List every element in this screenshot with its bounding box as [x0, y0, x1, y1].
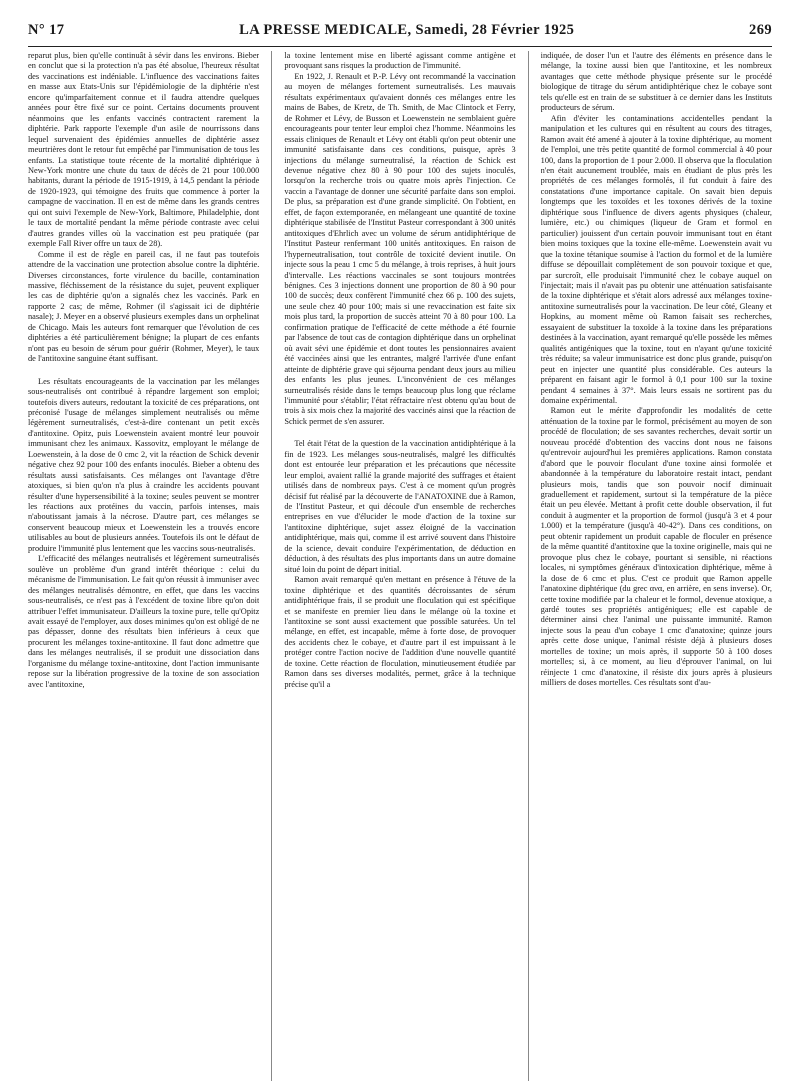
- text-column-2: [284, 51, 515, 1081]
- article-columns: [28, 51, 772, 1081]
- paragraph: Tel était l'état de la question de la vaccination antidiphtérique à la fin de 1923. Les mélanges sous-neutralisés, malgré les difficultés dont est entourée leur préparation et les précautions que nécessite leur emploi, avaient rallié la grande majorité des suffrages et étaient utilisés dans de nombreux pays. C'est à ce moment qu'un progrès décisif fut réalisé par la découverte de l'ANATOXINE due à Ramon, de l'Institut Pasteur, et qui découle d'un ensemble de recherches entreprises en vue d'élucider le mode d'action de la toxine sur l'antitoxine diphtérique, sujet assez éloigné de la vaccination antidiphtérique, mais qui, comme il est arrivé souvent dans l'histoire de la science, devait conduire l'expérimentation, de déduction en déduction, à des résultats des plus importants dans un autre domaine situé loin du point de départ initial.: [284, 439, 516, 574]
- text-column-3: [541, 51, 772, 1081]
- header-rule: [28, 46, 772, 47]
- paragraph: Les résultats encourageants de la vaccination par les mélanges sous-neutralisés ont contribué à répandre largement son emploi; toutefois divers auteurs, redoutant la toxicité de ces préparations, ont préconisé l'usage de mélanges simplement neutralisés ou même légèrement surneutralisés, c'est-à-dire contenant un petit excès d'antitoxine. Opitz, puis Loewenstein avaient montré leur pouvoir immunisant chez les animaux. Kassovitz, employant le mélange de Loewenstein, à la dose de 0 cmc 2, vit la réaction de Schick devenir négative chez 92 pour 100 des enfants inoculés. Bieber a obtenu des résultats aussi satisfaisants. Ces mélanges ont l'avantage d'être atoxiques, si bien qu'on n'a plus à craindre les accidents pouvant résulter d'une hypersensibilité à la toxine; seules peuvent se montrer les réactions aux protéines du vaccin, parfois intenses, mais n'aboutissant jamais à la nécrose. D'autre part, ces mélanges se conservent beaucoup mieux et Loewenstein les a trouvés encore utilisables au bout de plusieurs années. Toutefois ils ont le défaut de produire l'immunité plus lentement que les vaccins sous-neutralisés.: [28, 376, 260, 553]
- paragraph: reparut plus, bien qu'elle continuât à sévir dans les environs. Bieber en conclut que si la protection n'a pas été absolue, l'heureux résultat des vaccinations est indéniable. L'influence des vaccinations faites en masse aux Etats-Unis sur l'épidémiologie de la diphtérie n'est encore qu'imparfaitement connue et il faudra attendre quelques années pour être fixé sur ce point. Certains documents prouvent néanmoins que les enfants vaccinés contractent rarement la diphtérie. Park rapporte l'exemple d'un asile de nourrissons dans lequel survenaient des épidémies annuelles de diphtérie assez meurtrières dont le retour fut empêché par l'immunisation de tous les enfants. La statistique toute récente de la mortalité diphtérique à New-York montre une chute du taux de décès de 21 pour 100.000 habitants, durant la période de 1915-1919, à 14,5 pendant la période de 1920-1923, qui témoigne des fruits que commence à porter la campagne de vaccination. Il en est de même dans les grands centres qui ont suivi l'exemple de New-York, Baltimore, Philadelphie, dont le taux de mortalité pendant la même période contraste avec celui d'autres grandes villes où la vaccination est peu pratiquée (par exemple Fall River offre un taux de 28).: [28, 51, 260, 249]
- paragraph: En 1922, J. Renault et P.-P. Lévy ont recommandé la vaccination au moyen de mélanges fortement surneutralisés. Les mauvais résultats expérimentaux qu'avaient donnés ces mélanges entre les mains de Babes, de Kretz, de Th. Smith, de Mac Clintock et Ferry, de Rohmer et Lévy, de Busson et Loewenstein ne semblaient guère encourageants pour tenter leur emploi chez l'homme. Néanmoins les essais cliniques de Renault et Lévy ont établi qu'on peut obtenir une immunité satisfaisante dans ces conditions, puisque, après 3 injections du mélange surneutralisé, la réaction de Schick est devenue négative chez 80 à 90 pour 100 des sujets inoculés, lorsqu'on la recherche trois ou quatre mois après l'injection. Ce vaccin a l'avantage de donner une sécurité parfaite dans son emploi. De plus, sa préparation est d'une grande simplicité. On l'obtient, en effet, de façon extemporanée, en mélangeant une quantité de toxine diphtérique stabilisée de l'Institut Pasteur correspondant à 300 unités antitoxiques d'Ehrlich avec un volume de sérum antidiphtérique de l'Institut Pasteur renfermant 100 unités antitoxiques. En raison de l'hyperneutralisation, tout contrôle de toxicité devient inutile. On injecte sous la peau 1 cmc 5 du mélange, à trois reprises, à huit jours d'intervalle. Les réactions vaccinales se sont toujours montrées bénignes. Ces 3 injections donnent une proportion de 80 à 90 pour 100 de succès; deux confèrent l'immunité chez 66 p. 100 des sujets, une seule chez 40 pour 100; mais si une revaccination est faite six mois plus tard, la proportion de succès atteint 70 à 80 pour 100. La confirmation pratique de l'efficacité de cette méthode a été fournie par l'absence de tout cas de contagion diphtérique dans un orphelinat où avait sévi une épidémie et dont toutes les pensionnaires avaient été vaccinées ainsi que les entrantes, malgré l'arrivée d'une enfant atteinte de diphtérie grave qui séjourna pendant deux jours au milieu des enfants les plus jeunes. L'inconvénient de ces mélanges surneutralisés réside dans le temps beaucoup plus long que réclame l'immunité pour s'établir; l'état réfractaire n'est obtenu qu'au bout de trois à six mois chez la majorité des vaccinés ainsi que la réaction de Schick permet de s'en assurer.: [284, 71, 516, 426]
- paragraph: indiquée, de doser l'un et l'autre des éléments en présence dans le mélange, la toxine aussi bien que l'antitoxine, et les nombreux avantages que cette méthode physique présente sur le procédé biologique de titrage du sérum antidiphtérique chez le cobaye sont tels qu'elle est en train de se substituer à ce dernier dans les Instituts producteurs de sérum.: [540, 51, 772, 113]
- journal-title: LA PRESSE MEDICALE, Samedi, 28 Février 1925: [239, 22, 575, 38]
- paragraph: la toxine lentement mise en liberté agissant comme antigène et provoquant sans risques la production de l'immunité.: [284, 51, 516, 71]
- text-column-1: [28, 51, 259, 1081]
- column-divider: [528, 51, 529, 1081]
- paragraph: Afin d'éviter les contaminations accidentelles pendant la manipulation et les cultures qui en résultent au cours des titrages, Ramon avait été amené à ajouter à la toxine diphtérique, au moment de l'emploi, une très petite quantité de formol commercial à 40 pour 100, dans la proportion de 1 pour 2.000. Il observa que la floculation n'en était aucunement troublée, mais en étudiant de plus près les propriétés de ces mélanges formolés, il fut conduit à faire des constatations d'une importance capitale. On savait bien depuis longtemps que les toxoïdes et les toxones dérivés de la toxine diphtérique sous l'influence de divers agents physiques (chaleur, lumière, etc.) ou chimiques (liqueur de Gram et formol en particulier) jouissent d'un certain pouvoir immunisant tout en étant bien moins toxiques que la toxine elle-même. Loewenstein avait vu que la toxine tétanique soumise à l'action du formol et de la lumière diffuse se dépouillait complètement de son pouvoir toxique et que, par surcroît, elle produisait l'immunité chez le cobaye auquel on l'injectait; mais il n'avait pas pu obtenir une atténuation satisfaisante de la toxine diphtérique et s'était alors adressé aux mélanges toxine-antitoxine surneutralisés pour la vaccination. De leur côté, Gleany et Hopkins, au moment même où Ramon faisait ses recherches, essayaient de substituer la toxoïde à la toxine dans les préparations destinées à la vaccination, ayant remarqué qu'elle possède les mêmes qualités antigéniques que la toxine, tout en n'ayant qu'une toxicité très réduite; sa valeur immunisatrice est donc plus grande, puisqu'on peut en injecter une quantité plus considérable. Ces auteurs la préparent en faisant agir le formol à 0,1 pour 100 sur la toxine pendant 4 semaines à 37°. Mais leurs essais ne sortirent pas du domaine expérimental.: [540, 113, 772, 405]
- page-header: [28, 22, 772, 44]
- page-number: 269: [749, 22, 772, 38]
- issue-number: N° 17: [28, 22, 65, 38]
- paragraph: L'efficacité des mélanges neutralisés et légèrement surneutralisés soulève un problème d'un grand intérêt théorique : celui du mécanisme de l'immunisation. Le fait qu'on réussit à immuniser avec des mélanges neutralisés démontre, en effet, que dans les vaccins sous-neutralisés, ce n'est pas à l'excédent de toxine libre qu'on doit attribuer l'effet immunisateur. D'ailleurs la toxine pure, telle qu'Opitz avait essayé de l'employer, aux doses minimes qu'on est obligé de ne pas dépasser, donne des résultats bien inférieurs à ceux que procurent les mélanges toxine-antitoxine. Il faut donc admettre que dans les mélanges neutralisés, il se produit une dissociation dans l'organisme du mélange toxine-antitoxine, dont l'action immunisante repose sur la libération progressive de la toxine de son association avec l'antitoxine,: [28, 554, 260, 689]
- paragraph: Ramon eut le mérite d'approfondir les modalités de cette atténuation de la toxine par le formol, précisément au moyen de son procédé de floculation; de ses savantes recherches, devait sortir un nouveau procédé d'obtention des vaccins dont nous ne faisons qu'entrevoir aujourd'hui les premières applications. Ramon constata d'abord que le pouvoir floculant d'une toxine ainsi formolée et abandonnée à la température du laboratoire restait intact, pendant plusieurs mois, tandis que son pouvoir nocif diminuait graduellement et rapidement, surtout si la température de la pièce était un peu élevée. Mettant à profit cette double observation, il fut conduit à augmenter et la proportion de formol (jusqu'à 3 et 4 pour 1.000) et la température (jusqu'à 40-42°). Dans ces conditions, on peut obtenir rapidement un produit capable de floculer en présence de la même quantité d'antitoxine que la toxine originelle, mais qui ne provoque plus chez le cobaye, pourtant si sensible, ni réactions locales, ni symptômes généraux d'intoxication diphtérique, même à la dose de 6 cmc et plus. C'est ce produit que Ramon appelle l'anatoxine diphtérique (du grec ανα, en arrière, en sens inverse). Or, cette toxine modifiée par la chaleur et le formol, devenue atoxique, a gardé toutes ses propriétés antigéniques; elle est capable de déterminer ainsi chez l'animal une puissante immunité. Ramon injecte sous la peau d'un cobaye 1 cmc d'anatoxine; quinze jours après cette dose unique, l'animal résiste déjà à plusieurs doses mortelles de toxine; un mois après, il supporte 50 à 100 doses mortelles; si, à ce moment, au lieu d'éprouver l'animal, on lui réinjecte 1 cmc d'anatoxine, il résiste dix jours après à plusieurs milliers de doses mortelles. Ces résultats sont d'au-: [540, 406, 772, 688]
- paragraph: Comme il est de règle en pareil cas, il ne faut pas toutefois attendre de la vaccination une protection absolue contre la diphtérie. Diverses circonstances, forte virulence du bacille, contamination massive, fléchissement de la résistance du sujet, peuvent expliquer les cas de diphtérie qu'on a signalés chez les vaccinés. Park en rapporte 2 cas; de même, Rohmer (il s'agissait ici de diphtérie nasale); J. Meyer en a observé plusieurs exemples dans un orphelinat de Chicago. Mais les auteurs font remarquer que l'évolution de ces diphtéries a été particulièrement bénigne; la plupart de ces enfants n'ont pas eu besoin de sérum pour guérir (Rohmer, Meyer), le taux de l'antitoxine sanguine étant suffisant.: [28, 249, 260, 364]
- paragraph: Ramon avait remarqué qu'en mettant en présence à l'étuve de la toxine diphtérique et des quantités décroissantes de sérum antidiphtérique frais, il se produit une floculation qui est spécifique et se manifeste en premier lieu dans le mélange où la toxine et l'antitoxine se sont aussi exactement que possible saturées. Un tel mélange, en effet, est incapable, même à forte dose, de provoquer des accidents chez le cobaye, et d'autre part il est impuissant à le protéger contre l'action nocive de l'addition d'une nouvelle quantité de toxine. Cette réaction de floculation, minutieusement étudiée par Ramon dans ses diverses modalités, permet, grâce à la technique précise qu'il a: [284, 575, 516, 689]
- column-divider: [271, 51, 272, 1081]
